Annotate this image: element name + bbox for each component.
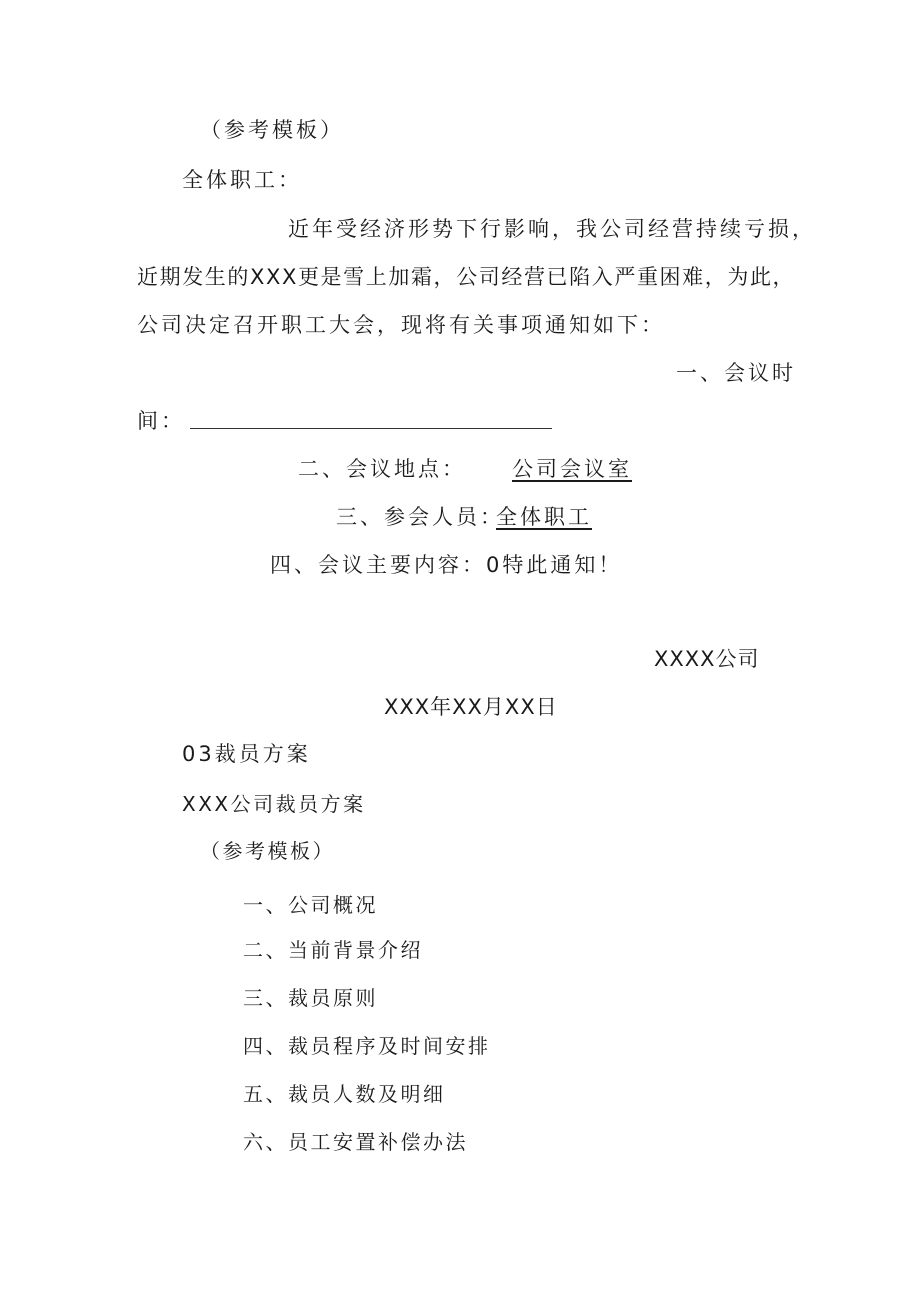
notice-body-line-3: 公司决定召开职工大会，现将有关事项通知如下： — [137, 313, 665, 337]
outline-item: 五、裁员人数及明细 — [243, 1082, 446, 1106]
section-heading: 03裁员方案 — [182, 742, 311, 766]
signature-company: XXXX公司 — [654, 647, 760, 671]
section-title: XXX公司裁员方案 — [182, 792, 366, 816]
notice-template-note: （参考模板） — [200, 118, 344, 142]
meeting-time-blank-line — [190, 428, 552, 429]
meeting-time-label-a: 一、会议时 — [676, 361, 796, 385]
meeting-location-value: 公司会议室 — [512, 457, 632, 481]
meeting-attendees-label: 三、参会人员： — [336, 505, 504, 529]
meeting-location-label: 二、会议地点： — [298, 457, 466, 481]
notice-salutation: 全体职工： — [182, 168, 302, 192]
outline-item: 六、员工安置补偿办法 — [243, 1130, 468, 1154]
outline-item: 四、裁员程序及时间安排 — [243, 1034, 491, 1058]
meeting-content: 四、会议主要内容：0特此通知！ — [270, 553, 623, 577]
signature-date: XXX年XX月XX日 — [384, 695, 558, 719]
notice-body-line-2: 近期发生的XXX更是雪上加霜，公司经营已陷入严重困难，为此， — [137, 265, 796, 289]
section-template-note: （参考模板） — [200, 839, 335, 863]
meeting-attendees-value: 全体职工 — [496, 505, 592, 529]
outline-item: 一、公司概况 — [243, 893, 378, 917]
meeting-time-label-b: 间： — [137, 409, 185, 433]
outline-item: 三、裁员原则 — [243, 986, 378, 1010]
outline-item: 二、当前背景介绍 — [243, 938, 423, 962]
notice-body-line-1: 近年受经济形势下行影响，我公司经营持续亏损， — [288, 217, 816, 241]
